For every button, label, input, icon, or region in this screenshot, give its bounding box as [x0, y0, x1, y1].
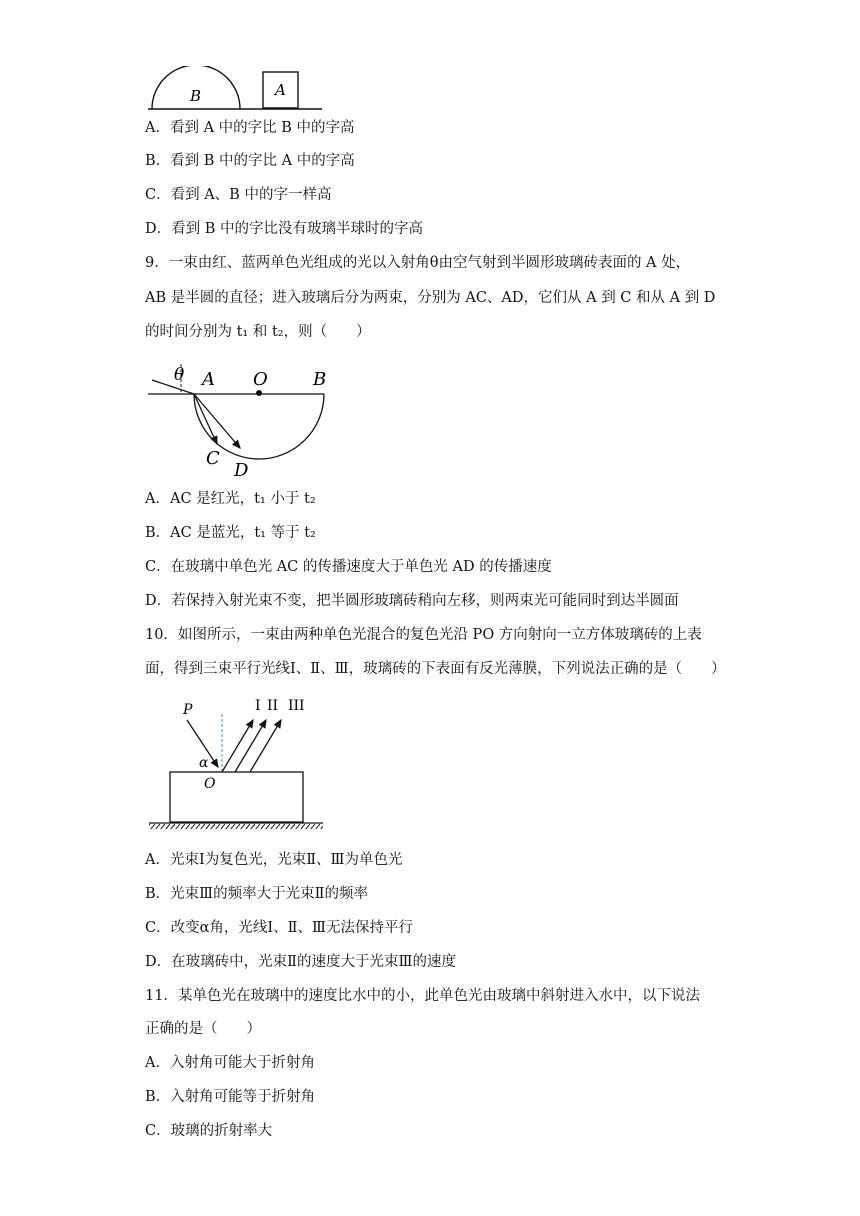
label-o: O: [253, 369, 268, 390]
q10-option-d: D．在玻璃砖中，光束Ⅱ的速度大于光束Ⅲ的速度: [145, 954, 456, 970]
q9-stem-line-3: 的时间分别为 t₁ 和 t₂，则（ ）: [145, 324, 371, 340]
q11-stem-line-1: 11．某单色光在玻璃中的速度比水中的小，此单色光由玻璃中斜射进入水中，以下说法: [145, 988, 700, 1004]
label-theta: θ: [174, 365, 185, 385]
q10-stem-line-1: 10．如图所示，一束由两种单色光混合的复色光沿 PO 方向射向一立方体玻璃砖的上表: [145, 627, 702, 643]
label-a: A: [202, 369, 215, 390]
label-d: D: [234, 460, 249, 481]
q9-option-b: B．AC 是蓝光，t₁ 等于 t₂: [145, 525, 316, 541]
glass-cube: [170, 772, 303, 822]
ray-i: [222, 720, 253, 772]
incident-ray: [152, 380, 194, 394]
label-a: A: [275, 81, 286, 99]
label-c: C: [206, 448, 220, 469]
ray-ac: [194, 394, 217, 444]
q11-option-a: A．入射角可能大于折射角: [145, 1055, 315, 1071]
q9-stem-line-2: AB 是半圆的直径；进入玻璃后分为两束，分别为 AC、AD，它们从 A 到 C 和从 A 到 D: [145, 290, 716, 306]
label-b: B: [190, 87, 202, 105]
q10-option-c: C．改变α角，光线Ⅰ、Ⅱ、Ⅲ无法保持平行: [145, 920, 413, 936]
label-o: O: [204, 776, 216, 792]
figure-glass-cube-reflection: [145, 692, 330, 832]
ray-ad: [194, 394, 240, 448]
q8-option-d: D．看到 B 中的字比没有玻璃半球时的字高: [145, 221, 423, 237]
q11-option-c: C．玻璃的折射率大: [145, 1123, 273, 1139]
label-iii: III: [288, 698, 305, 714]
q9-option-a: A．AC 是红光，t₁ 小于 t₂: [145, 491, 316, 507]
q8-option-b: B．看到 B 中的字比 A 中的字高: [145, 153, 355, 169]
q10-stem-line-2: 面，得到三束平行光线Ⅰ、Ⅱ、Ⅲ，玻璃砖的下表面有反光薄膜，下列说法正确的是（ ）: [145, 661, 726, 677]
label-ii: II: [267, 698, 279, 714]
q11-option-b: B．入射角可能等于折射角: [145, 1089, 316, 1105]
label-i: I: [255, 698, 261, 714]
q11-stem-line-2: 正确的是（ ）: [145, 1021, 261, 1037]
q8-option-a: A．看到 A 中的字比 B 中的字高: [145, 120, 355, 136]
q9-stem-line-1: 9．一束由红、蓝两单色光组成的光以入射角θ由空气射到半圆形玻璃砖表面的 A 处，: [145, 255, 691, 271]
q10-option-a: A．光束Ⅰ为复色光，光束Ⅱ、Ⅲ为单色光: [145, 852, 403, 868]
label-p: P: [183, 702, 193, 718]
q9-option-c: C．在玻璃中单色光 AC 的传播速度大于单色光 AD 的传播速度: [145, 559, 552, 575]
ray-ii: [235, 720, 266, 772]
label-b: B: [313, 369, 327, 390]
label-alpha: α: [199, 755, 209, 771]
q10-option-b: B．光束Ⅲ的频率大于光束Ⅱ的频率: [145, 886, 368, 902]
q9-option-d: D．若保持入射光束不变，把半圆形玻璃砖稍向左移，则两束光可能同时到达半圆面: [145, 593, 679, 609]
center-point-o: [256, 390, 262, 396]
q8-option-c: C．看到 A、B 中的字一样高: [145, 187, 332, 203]
figure-semicircle-glass: [140, 360, 340, 482]
ray-iii: [250, 720, 281, 772]
ground-hatch: [149, 824, 323, 829]
figure-hemisphere-and-cube: [140, 66, 340, 116]
